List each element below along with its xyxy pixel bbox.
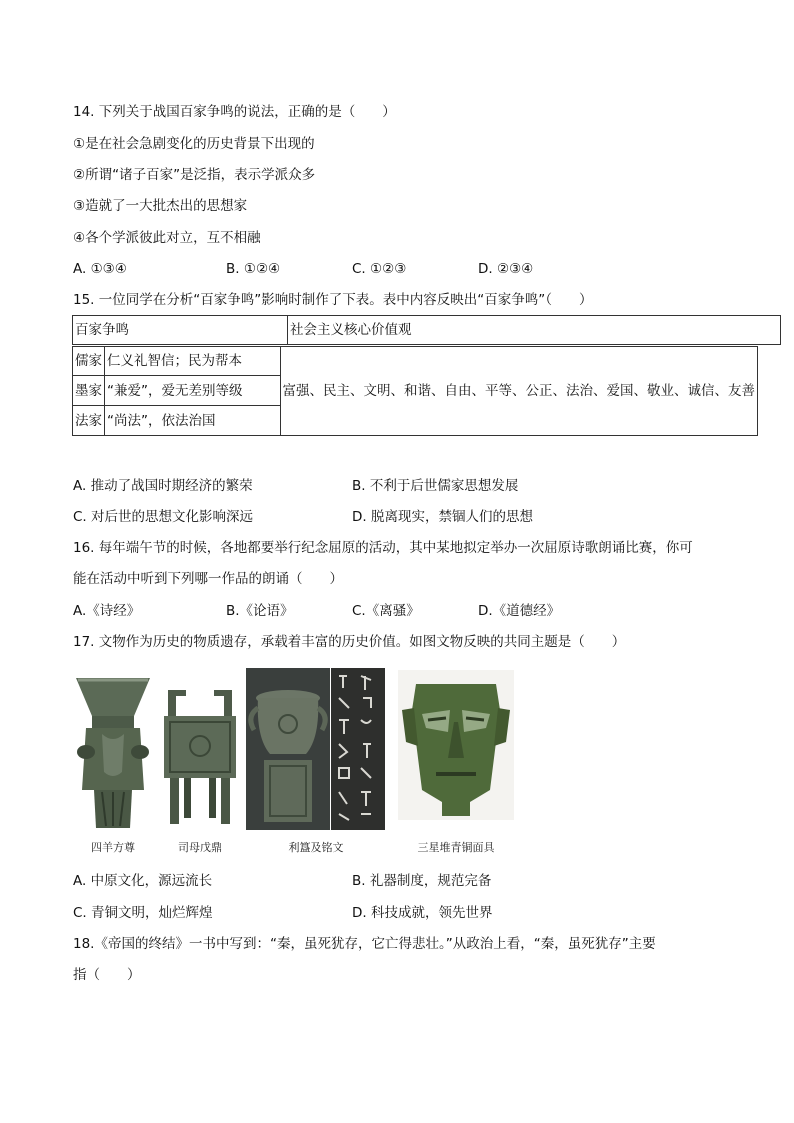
q16-stem-line2: 能在活动中听到下列哪一作品的朗诵（ ） — [73, 571, 343, 587]
li-gui-image — [246, 668, 330, 830]
q14-item-1: ①是在社会急剧变化的历史背景下出现的 — [73, 136, 315, 152]
q14-stem: 14. 下列关于战国百家争鸣的说法，正确的是（ ） — [73, 104, 396, 120]
q18-stem-line2: 指（ ） — [73, 967, 141, 983]
q14-item-2: ②所谓“诸子百家”是泛指，表示学派众多 — [73, 167, 316, 183]
q14-item-4: ④各个学派彼此对立，互不相融 — [73, 230, 261, 246]
q14-option-a[interactable]: A. ①③④ — [73, 261, 127, 277]
table-school: 儒家 — [73, 347, 105, 376]
q16-option-c[interactable]: C.《离骚》 — [352, 603, 420, 619]
caption-li-gui: 利簋及铭文 — [288, 841, 344, 854]
table-school: 墨家 — [73, 376, 105, 406]
table-content: 仁义礼智信；民为帮本 — [105, 347, 281, 376]
table-header-left: 百家争鸣 — [73, 316, 288, 345]
q15-option-a[interactable]: A. 推动了战国时期经济的繁荣 — [73, 478, 253, 494]
q14-option-d[interactable]: D. ②③④ — [478, 261, 534, 277]
q15-stem: 15. 一位同学在分析“百家争鸣”影响时制作了下表。表中内容反映出“百家争鸣”（ ） — [73, 292, 593, 308]
table-content: “尚法”，依法治国 — [105, 406, 281, 436]
q15-table-body — [72, 346, 758, 436]
table-content: “兼爱”，爱无差别等级 — [105, 376, 281, 406]
four-ram-zun-image — [72, 672, 154, 832]
q14-option-c[interactable]: C. ①②③ — [352, 261, 407, 277]
q17-option-a[interactable]: A. 中原文化，源远流长 — [73, 873, 213, 889]
q18-stem-line1: 18.《帝国的终结》一书中写到：“秦，虽死犹存，它亡得悲壮。”从政治上看，“秦，虽死犹存”主要 — [73, 936, 656, 952]
table-school: 法家 — [73, 406, 105, 436]
q15-option-d[interactable]: D. 脱离现实，禁锢人们的思想 — [352, 509, 533, 525]
q17-option-c[interactable]: C. 青铜文明，灿烂辉煌 — [73, 905, 213, 921]
sanxingdui-mask-image — [398, 670, 514, 820]
q17-option-d[interactable]: D. 科技成就，领先世界 — [352, 905, 493, 921]
table-core-values: 富强、民主、文明、和谐、自由、平等、公正、法治、爱国、敬业、诚信、友善 — [280, 347, 758, 436]
q14-option-b[interactable]: B. ①②④ — [226, 261, 281, 277]
q15-option-b[interactable]: B. 不利于后世儒家思想发展 — [352, 478, 519, 494]
q15-option-c[interactable]: C. 对后世的思想文化影响深远 — [73, 509, 254, 525]
q16-option-a[interactable]: A.《诗经》 — [73, 603, 141, 619]
caption-simuwu-ding: 司母戊鼎 — [178, 841, 222, 854]
caption-four-ram-zun: 四羊方尊 — [91, 841, 135, 854]
q16-option-b[interactable]: B.《论语》 — [226, 603, 294, 619]
q16-stem-line1: 16. 每年端午节的时候，各地都要举行纪念屈原的活动，其中某地拟定举办一次屈原诗歌朗诵比赛，你可 — [73, 540, 693, 556]
q17-option-b[interactable]: B. 礼器制度，规范完备 — [352, 873, 492, 889]
q17-stem: 17. 文物作为历史的物质遗存，承载着丰富的历史价值。如图文物反映的共同主题是（ ） — [73, 634, 626, 650]
q16-option-d[interactable]: D.《道德经》 — [478, 603, 561, 619]
q14-item-3: ③造就了一大批杰出的思想家 — [73, 198, 248, 214]
table-header-right: 社会主义核心价值观 — [288, 316, 781, 345]
li-gui-inscription-image — [331, 668, 385, 830]
caption-sanxingdui-mask: 三星堆青铜面具 — [417, 841, 495, 854]
q15-table-header — [72, 315, 781, 345]
simuwu-ding-image — [162, 688, 238, 830]
